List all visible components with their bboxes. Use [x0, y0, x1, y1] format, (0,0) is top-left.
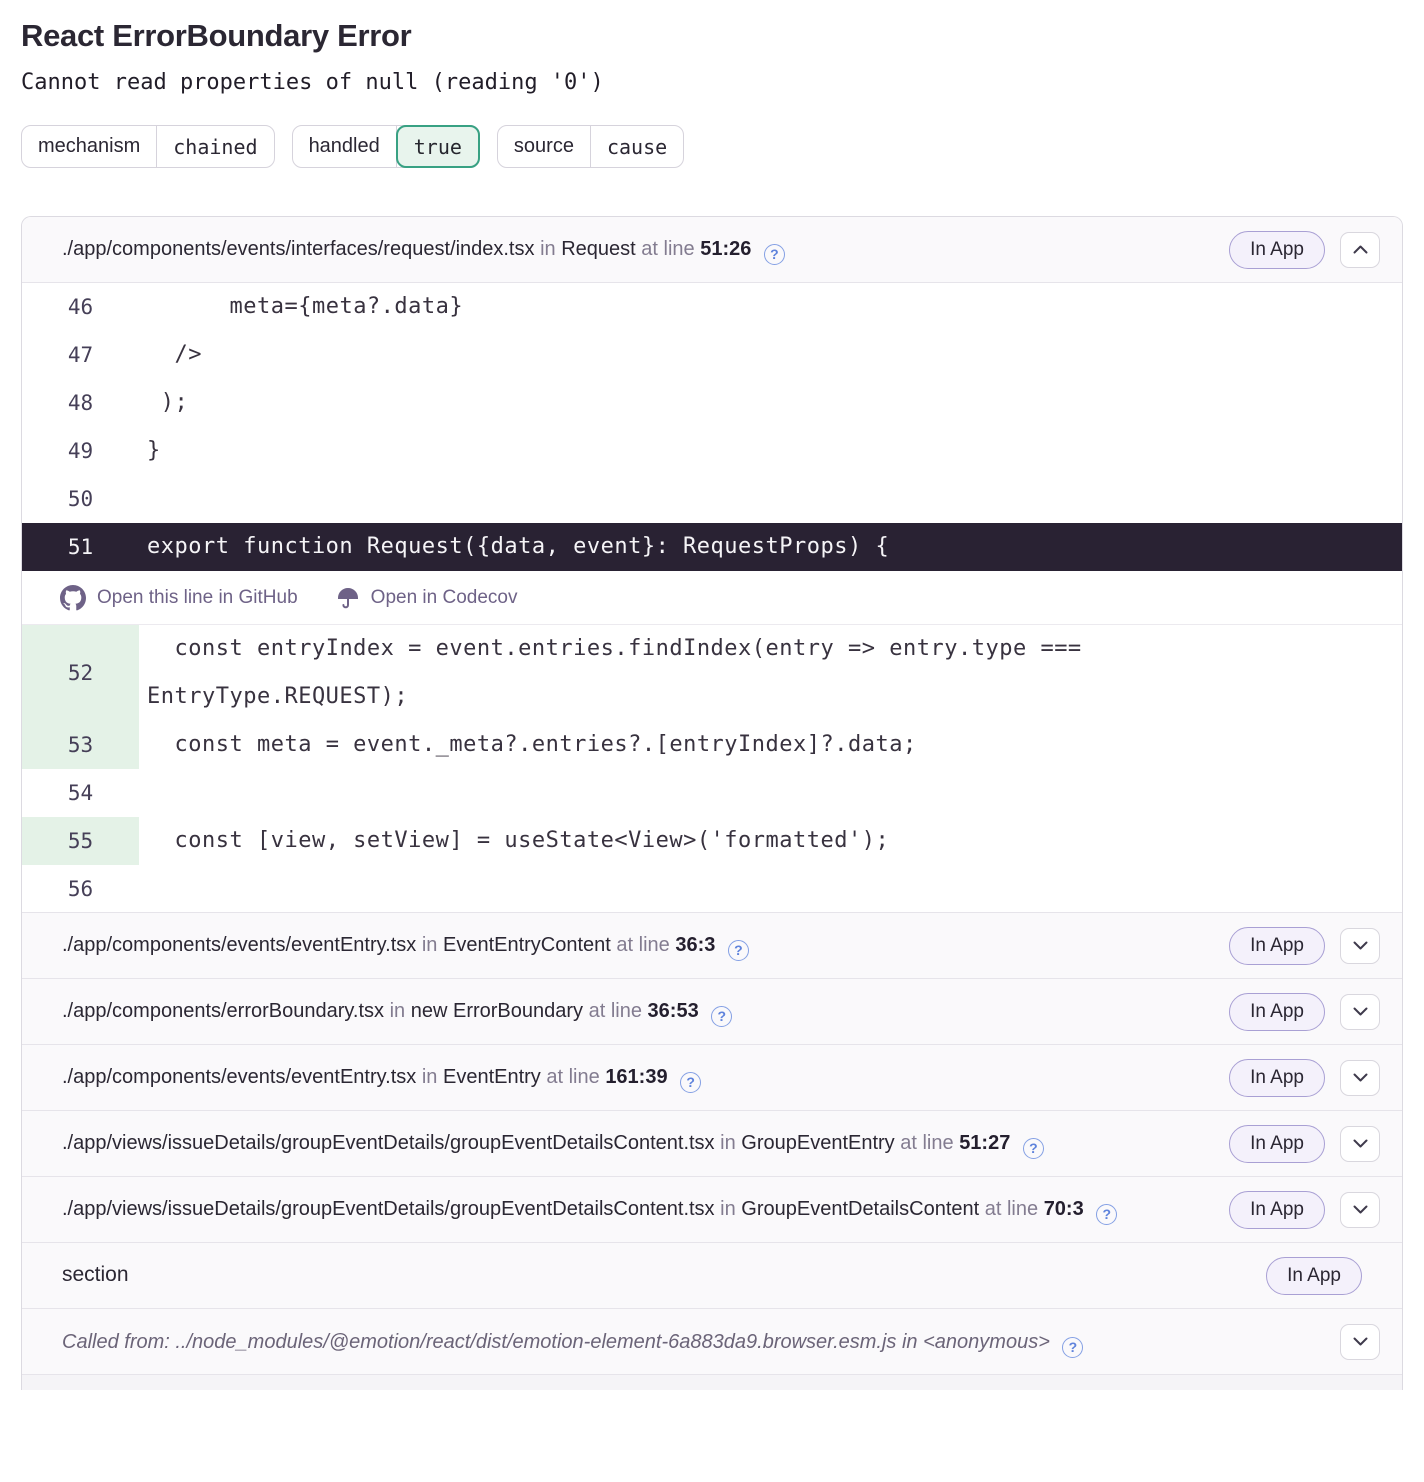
- code-line-highlighted: [22, 625, 1402, 721]
- frame-atline-label: at line: [900, 1132, 954, 1155]
- code-text: meta={meta?.data}: [147, 294, 464, 319]
- expand-frame-button[interactable]: [1340, 994, 1380, 1030]
- frame-atline-label: at line: [984, 1198, 1039, 1221]
- frame-in-label: in: [389, 1000, 406, 1023]
- frame-function: EventEntry: [442, 1066, 541, 1089]
- stack-frame[interactable]: [22, 913, 1402, 979]
- code-text: const entryIndex = event.entries.findIndex(entry => entry.type === EntryType.REQUEST);: [147, 636, 1096, 709]
- frame-atline-label: at line: [546, 1066, 600, 1089]
- frame-path: ./app/components/events/eventEntry.tsx: [62, 934, 417, 957]
- tag-source[interactable]: [497, 125, 684, 168]
- code-text: [139, 475, 1149, 523]
- frame-path: ../node_modules/@emotion/react/dist/emotion-element-6a883da9.browser.esm.js: [175, 1330, 897, 1353]
- chevron-down-icon: [1353, 1073, 1368, 1082]
- in-app-badge: In App: [1266, 1257, 1362, 1295]
- frame-line-number: 70:3: [1043, 1198, 1084, 1221]
- line-number: 46: [67, 295, 94, 319]
- frame-title: [62, 995, 1229, 1027]
- help-icon[interactable]: ?: [680, 1072, 701, 1093]
- chevron-down-icon: [1353, 1007, 1368, 1016]
- tag-handled[interactable]: [292, 125, 480, 168]
- code-text: export function Request({data, event}: RequestProps) {: [147, 534, 890, 559]
- expand-frame-button[interactable]: [1340, 928, 1380, 964]
- frame-title: section: [62, 1263, 129, 1287]
- code-line-highlighted: [22, 817, 1402, 865]
- line-number: 53: [22, 721, 139, 769]
- code-line: [22, 331, 1402, 379]
- frame-function: GroupEventDetailsContent: [741, 1198, 980, 1221]
- frame-path: ./app/components/errorBoundary.tsx: [62, 1000, 385, 1023]
- chevron-down-icon: [1353, 1139, 1368, 1148]
- frame-line-number: 36:3: [675, 934, 716, 957]
- frame-line-number: 161:39: [605, 1066, 668, 1089]
- chevron-down-icon: [1353, 941, 1368, 950]
- code-text: const [view, setView] = useState<View>('formatted');: [147, 828, 890, 853]
- frame-in-label: in: [421, 934, 438, 957]
- open-in-github-link[interactable]: [60, 585, 298, 611]
- code-text: );: [147, 390, 189, 415]
- frame-line-number: 36:53: [647, 1000, 699, 1023]
- frame-path: ./app/components/events/interfaces/request/index.tsx: [62, 238, 535, 261]
- tag-key: source: [498, 126, 591, 167]
- line-number: 54: [67, 781, 94, 805]
- tag-list: [21, 125, 1403, 168]
- stack-frame-section[interactable]: [22, 1243, 1402, 1309]
- code-line-highlighted: [22, 721, 1402, 769]
- partial-frame-row: [22, 1375, 1402, 1390]
- github-icon: [60, 585, 86, 611]
- chevron-up-icon: [1353, 245, 1368, 254]
- open-in-codecov-label: Open in Codecov: [370, 586, 518, 608]
- line-number: 50: [67, 487, 94, 511]
- frame-function: new ErrorBoundary: [410, 1000, 584, 1023]
- stack-frame[interactable]: [22, 1045, 1402, 1111]
- frame-function: GroupEventEntry: [741, 1132, 895, 1155]
- frame-path: ./app/views/issueDetails/groupEventDetails/groupEventDetailsContent.tsx: [62, 1132, 715, 1155]
- frame-in-label: in: [540, 238, 556, 261]
- line-number: 56: [67, 876, 94, 901]
- line-number: 47: [67, 343, 94, 367]
- in-app-badge: In App: [1229, 1191, 1325, 1229]
- frame-atline-label: at line: [641, 238, 695, 261]
- help-icon[interactable]: ?: [711, 1006, 732, 1027]
- code-line: [22, 865, 1402, 913]
- frame-path: ./app/components/events/eventEntry.tsx: [62, 1066, 417, 1089]
- frame-title: [62, 1193, 1229, 1225]
- code-line-active: [22, 523, 1402, 571]
- frame-atline-label: at line: [588, 1000, 642, 1023]
- stack-frame-expanded[interactable]: [22, 217, 1402, 283]
- frame-function: EventEntryContent: [442, 934, 611, 957]
- help-icon[interactable]: ?: [1023, 1138, 1044, 1159]
- in-app-badge: In App: [1229, 231, 1325, 269]
- help-icon[interactable]: ?: [764, 244, 785, 265]
- in-app-badge: In App: [1229, 1059, 1325, 1097]
- code-text: [139, 865, 1149, 912]
- line-number: 52: [22, 625, 139, 721]
- code-text: />: [147, 342, 202, 367]
- code-text: const meta = event._meta?.entries?.[entryIndex]?.data;: [147, 732, 917, 757]
- error-message: Cannot read properties of null (reading '0'): [21, 70, 604, 95]
- code-line: [22, 283, 1402, 331]
- frame-line-number: 51:27: [959, 1132, 1011, 1155]
- tag-key: handled: [293, 126, 397, 167]
- code-text: }: [147, 438, 161, 463]
- line-number: 48: [67, 391, 94, 415]
- code-context: [22, 283, 1402, 913]
- frame-title: [62, 1325, 1340, 1359]
- code-text: [139, 769, 1149, 817]
- stack-frame[interactable]: [22, 979, 1402, 1045]
- tag-mechanism[interactable]: [21, 125, 275, 168]
- expand-frame-button[interactable]: [1340, 1192, 1380, 1228]
- frame-in-label: in: [720, 1132, 736, 1155]
- line-number: 51: [67, 535, 94, 559]
- tag-value: cause: [606, 134, 668, 159]
- code-line: [22, 475, 1402, 523]
- expand-frame-button[interactable]: [1340, 1126, 1380, 1162]
- expand-frame-button[interactable]: [1340, 1060, 1380, 1096]
- chevron-down-icon: [1353, 1205, 1368, 1214]
- external-links-row: [22, 571, 1402, 625]
- frame-in-label: in: [720, 1198, 736, 1221]
- frame-title: [62, 233, 1229, 265]
- frame-in-label: in: [421, 1066, 438, 1089]
- tag-value: chained: [173, 134, 258, 159]
- code-line: [22, 427, 1402, 475]
- tag-key: mechanism: [22, 126, 157, 167]
- stack-frame[interactable]: [22, 1111, 1402, 1177]
- frame-title: [62, 1127, 1229, 1159]
- in-app-badge: In App: [1229, 927, 1325, 965]
- codecov-icon: [336, 586, 360, 610]
- collapse-frame-button[interactable]: [1340, 232, 1380, 268]
- open-in-github-label: Open this line in GitHub: [97, 586, 298, 608]
- frame-path: ./app/views/issueDetails/groupEventDetails/groupEventDetailsContent.tsx: [62, 1198, 715, 1221]
- frame-title: [62, 929, 1229, 961]
- in-app-badge: In App: [1229, 993, 1325, 1031]
- stack-trace-panel: [21, 216, 1403, 1390]
- frame-function: <anonymous>: [923, 1330, 1050, 1353]
- line-number: 55: [22, 817, 139, 865]
- open-in-codecov-link[interactable]: [336, 586, 518, 610]
- frame-title: [62, 1061, 1229, 1093]
- frame-line-number: 51:26: [700, 238, 752, 261]
- code-line: [22, 769, 1402, 817]
- frame-atline-label: at line: [616, 934, 670, 957]
- code-line: [22, 379, 1402, 427]
- help-icon[interactable]: ?: [728, 940, 749, 961]
- help-icon[interactable]: ?: [1096, 1204, 1117, 1225]
- line-number: 49: [67, 439, 94, 463]
- in-app-badge: In App: [1229, 1125, 1325, 1163]
- stack-frame[interactable]: [22, 1177, 1402, 1243]
- frame-in-label: in: [901, 1330, 918, 1353]
- page-title: React ErrorBoundary Error: [21, 18, 412, 53]
- stack-frame-called-from[interactable]: [22, 1309, 1402, 1375]
- tag-value-highlighted: true: [396, 125, 480, 168]
- called-from-label: Called from:: [62, 1330, 170, 1353]
- help-icon[interactable]: ?: [1062, 1337, 1083, 1358]
- frame-function: Request: [561, 238, 636, 261]
- expand-frame-button[interactable]: [1340, 1324, 1380, 1360]
- chevron-down-icon: [1353, 1337, 1368, 1346]
